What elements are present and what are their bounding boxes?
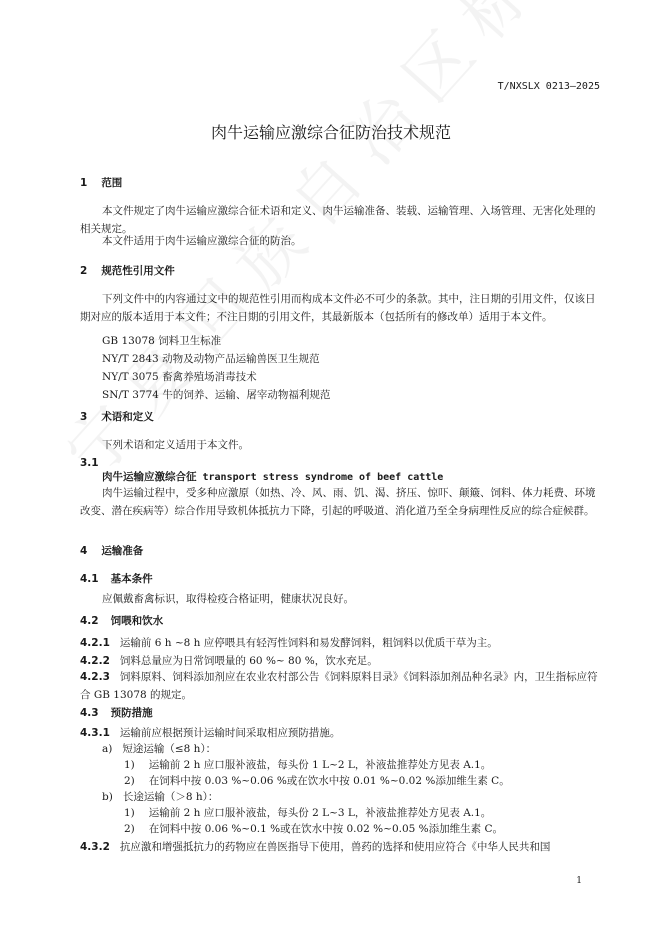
term-name: 肉牛运输应激综合征 — [102, 471, 197, 483]
reference-item: GB 13078 饲料卫生标准 — [102, 335, 222, 347]
section-1-heading — [80, 174, 122, 192]
term-definition: 肉牛运输过程中，受多种应激原（如热、冷、风、雨、饥、渴、挤压、惊吓、颠簸、饲料、体力耗费、环境改变、潜在疾病等）综合作用导致机体抵抗力下降，引起的呼吸道、消化道乃至全身病理性反应的综合症候群。 — [80, 487, 596, 517]
paragraph: 应佩戴畜禽标识，取得检疫合格证明，健康状况良好。 — [102, 593, 354, 605]
list-item: b) 长途运输（＞8 h）： — [102, 791, 219, 803]
section-4-heading — [80, 542, 143, 560]
paragraph: 下列术语和定义适用于本文件。 — [102, 439, 249, 451]
clause-4-3-2: 4.3.2 抗应激和增强抵抗力的药物应在兽医指导下使用，兽药的选择和使用应符合《中华人民共和国 — [80, 841, 551, 853]
section-3-heading — [80, 408, 154, 426]
reference-item: SN/T 3774 牛的饲养、运输、屠宰动物福利规范 — [102, 389, 331, 401]
term-english: transport stress syndrome of beef cattle — [202, 472, 444, 483]
document-number: T/NXSLX 0213—2025 — [497, 81, 600, 92]
section-2-heading — [80, 262, 175, 280]
paragraph: 本文件规定了肉牛运输应激综合征术语和定义、肉牛运输准备、装载、运输管理、入场管理、无害化处理的相关规定。 — [80, 205, 596, 235]
list-item: 2) 在饲料中按 0.06 %~0.1 %或在饮水中按 0.02 %~0.05 %添加维生素 C。 — [124, 823, 504, 835]
section-number: 1 — [80, 177, 88, 189]
section-title: 术语和定义 — [101, 411, 154, 423]
term-number: 3.1 — [80, 457, 99, 469]
paragraph: 本文件适用于肉牛运输应激综合征的防治。 — [102, 235, 302, 247]
subsection-4-2-heading: 4.2 饲喂和饮水 — [80, 615, 164, 627]
clause-4-2-2: 4.2.2 饲料总量应为日常饲喂量的 60 %~ 80 %，饮水充足。 — [80, 655, 378, 667]
page-number: 1 — [576, 876, 582, 886]
clause-4-3-1: 4.3.1 运输前应根据预计运输时间采取相应预防措施。 — [80, 727, 341, 739]
document-title: 肉牛运输应激综合征防治技术规范 — [210, 123, 451, 142]
section-title: 规范性引用文件 — [101, 265, 175, 277]
list-item: 1) 运输前 2 h 应口服补液盐，每头份 2 L~3 L，补液盐推荐处方见表 A.1。 — [124, 807, 492, 819]
section-number: 2 — [80, 265, 88, 277]
list-item: 2) 在饲料中按 0.03 %~0.06 %或在饮水中按 0.01 %~0.02 %添加维生素 C。 — [124, 775, 510, 787]
subsection-4-3-heading: 4.3 预防措施 — [80, 707, 153, 719]
reference-item: NY/T 3075 畜禽养殖场消毒技术 — [102, 371, 257, 383]
subsection-4-1-heading: 4.1 基本条件 — [80, 573, 153, 585]
reference-item: NY/T 2843 动物及动物产品运输兽医卫生规范 — [102, 353, 320, 365]
section-title: 范围 — [101, 177, 123, 189]
section-number: 3 — [80, 411, 88, 423]
list-item: a) 短途运输（≤8 h）： — [102, 743, 217, 755]
clause-4-2-1: 4.2.1 运输前 6 h ~8 h 应停喂具有轻泻性饲料和易发酵饲料，粗饲料以优质干草为主。 — [80, 637, 498, 649]
paragraph: 下列文件中的内容通过文中的规范性引用而构成本文件必不可少的条款。其中，注日期的引用文件，仅该日期对应的版本适用于本文件；不注日期的引用文件，其最新版本（包括所有的修改单）适用于本文件。 — [80, 293, 596, 323]
list-item: 1) 运输前 2 h 应口服补液盐，每头份 1 L~2 L，补液盐推荐处方见表 A.1。 — [124, 759, 492, 771]
clause-4-2-3: 4.2.3 饲料原料、饲料添加剂应在农业农村部公告《饲料原料目录》《饲料添加剂品种名录》内，卫生指标应符合 GB 13078 的规定。 — [80, 671, 598, 701]
section-title: 运输准备 — [101, 545, 144, 557]
section-number: 4 — [80, 545, 88, 557]
